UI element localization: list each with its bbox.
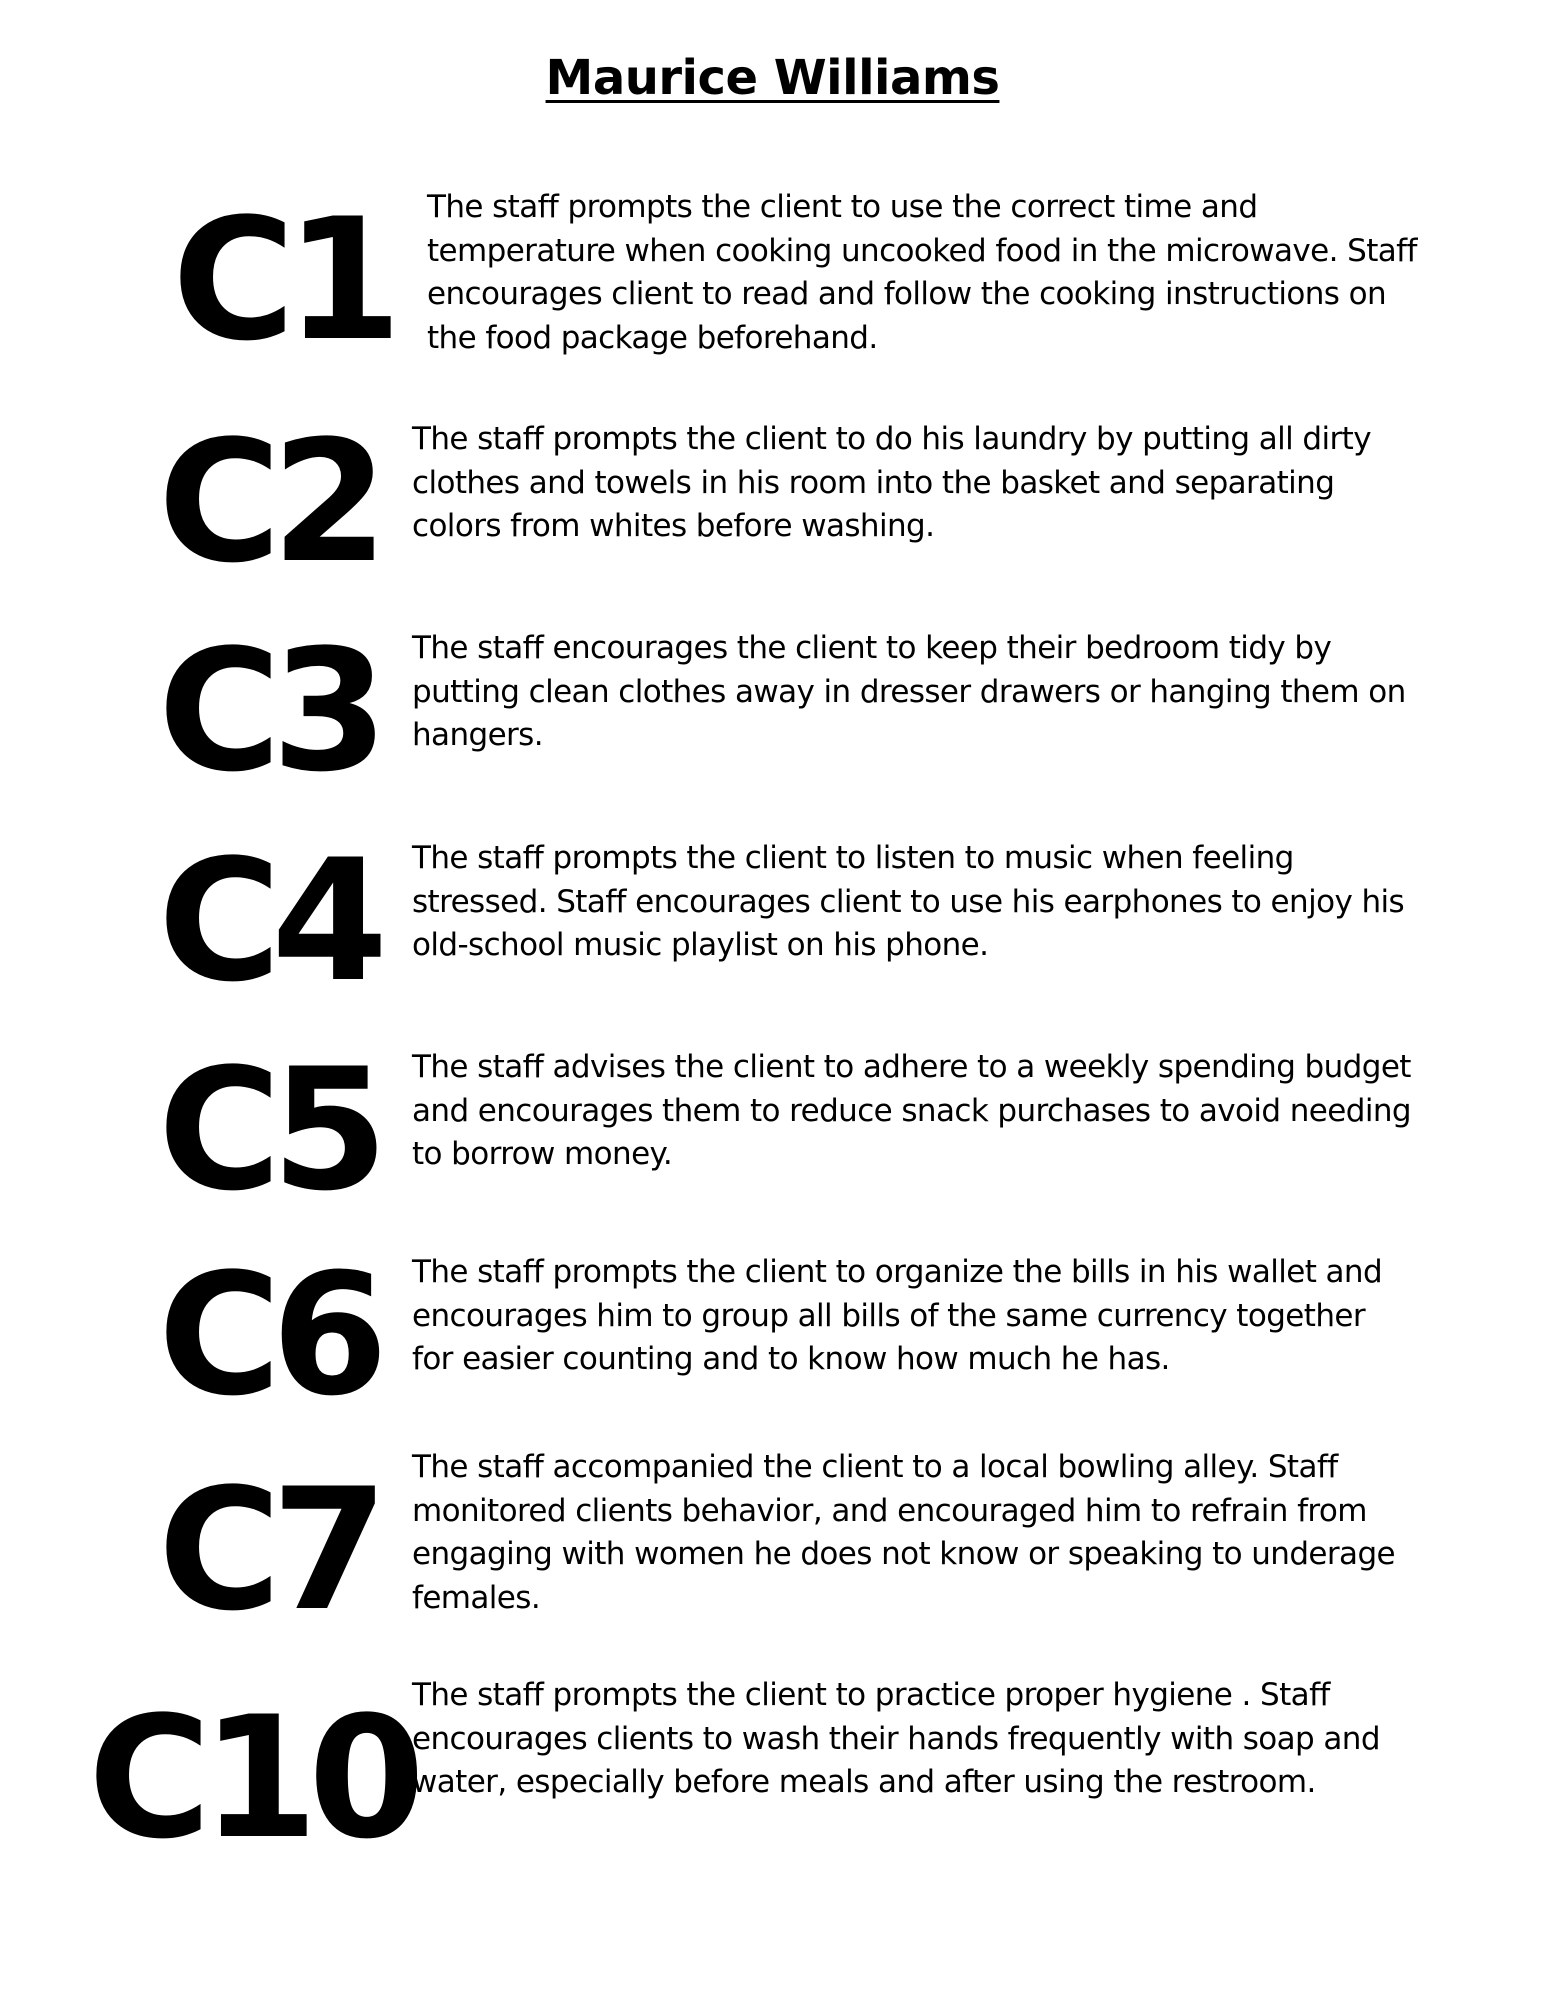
entry-code: C2: [158, 404, 379, 600]
entry-code: C3: [158, 613, 379, 809]
entry-description: The staff prompts the client to organize the bills in his wallet and encourages him to group all bills of the same currency together for easier counting and to know how much he has.: [412, 1254, 1383, 1377]
entry-description: The staff prompts the client to use the correct time and temperature when cooking uncooked food in the microwave. Staff encourages client to read and follow the cooking instructions on the food package beforehand.: [427, 189, 1417, 356]
entry-description: The staff prompts the client to practice proper hygiene . Staff encourages clients to wash their hands frequently with soap and water, especially before meals and after using the restroom.: [412, 1677, 1380, 1800]
entry-code: C7: [158, 1452, 379, 1648]
entry-code: C1: [172, 182, 393, 378]
entry-code: C4: [158, 823, 379, 1019]
entry-description: The staff prompts the client to listen to music when feeling stressed. Staff encourages client to use his earphones to enjoy his old-school music playlist on his phone.: [412, 840, 1405, 963]
entry-description: The staff advises the client to adhere to a weekly spending budget and encourages them to reduce snack purchases to avoid needing to borrow money.: [412, 1049, 1411, 1172]
entry-description: The staff accompanied the client to a local bowling alley. Staff monitored clients behavior, and encouraged him to refrain from engaging with women he does not know or speaking to underage females.: [412, 1449, 1395, 1616]
entry-description: The staff encourages the client to keep their bedroom tidy by putting clean clothes away in dresser drawers or hanging them on hangers.: [412, 630, 1406, 753]
entry-code: C6: [158, 1237, 379, 1433]
entry-description: The staff prompts the client to do his laundry by putting all dirty clothes and towels in his room into the basket and separating colors from whites before washing.: [412, 421, 1371, 544]
entry-code: C5: [158, 1032, 379, 1228]
entry-code: C10: [88, 1680, 416, 1876]
document-title: Maurice Williams: [545, 50, 1000, 106]
